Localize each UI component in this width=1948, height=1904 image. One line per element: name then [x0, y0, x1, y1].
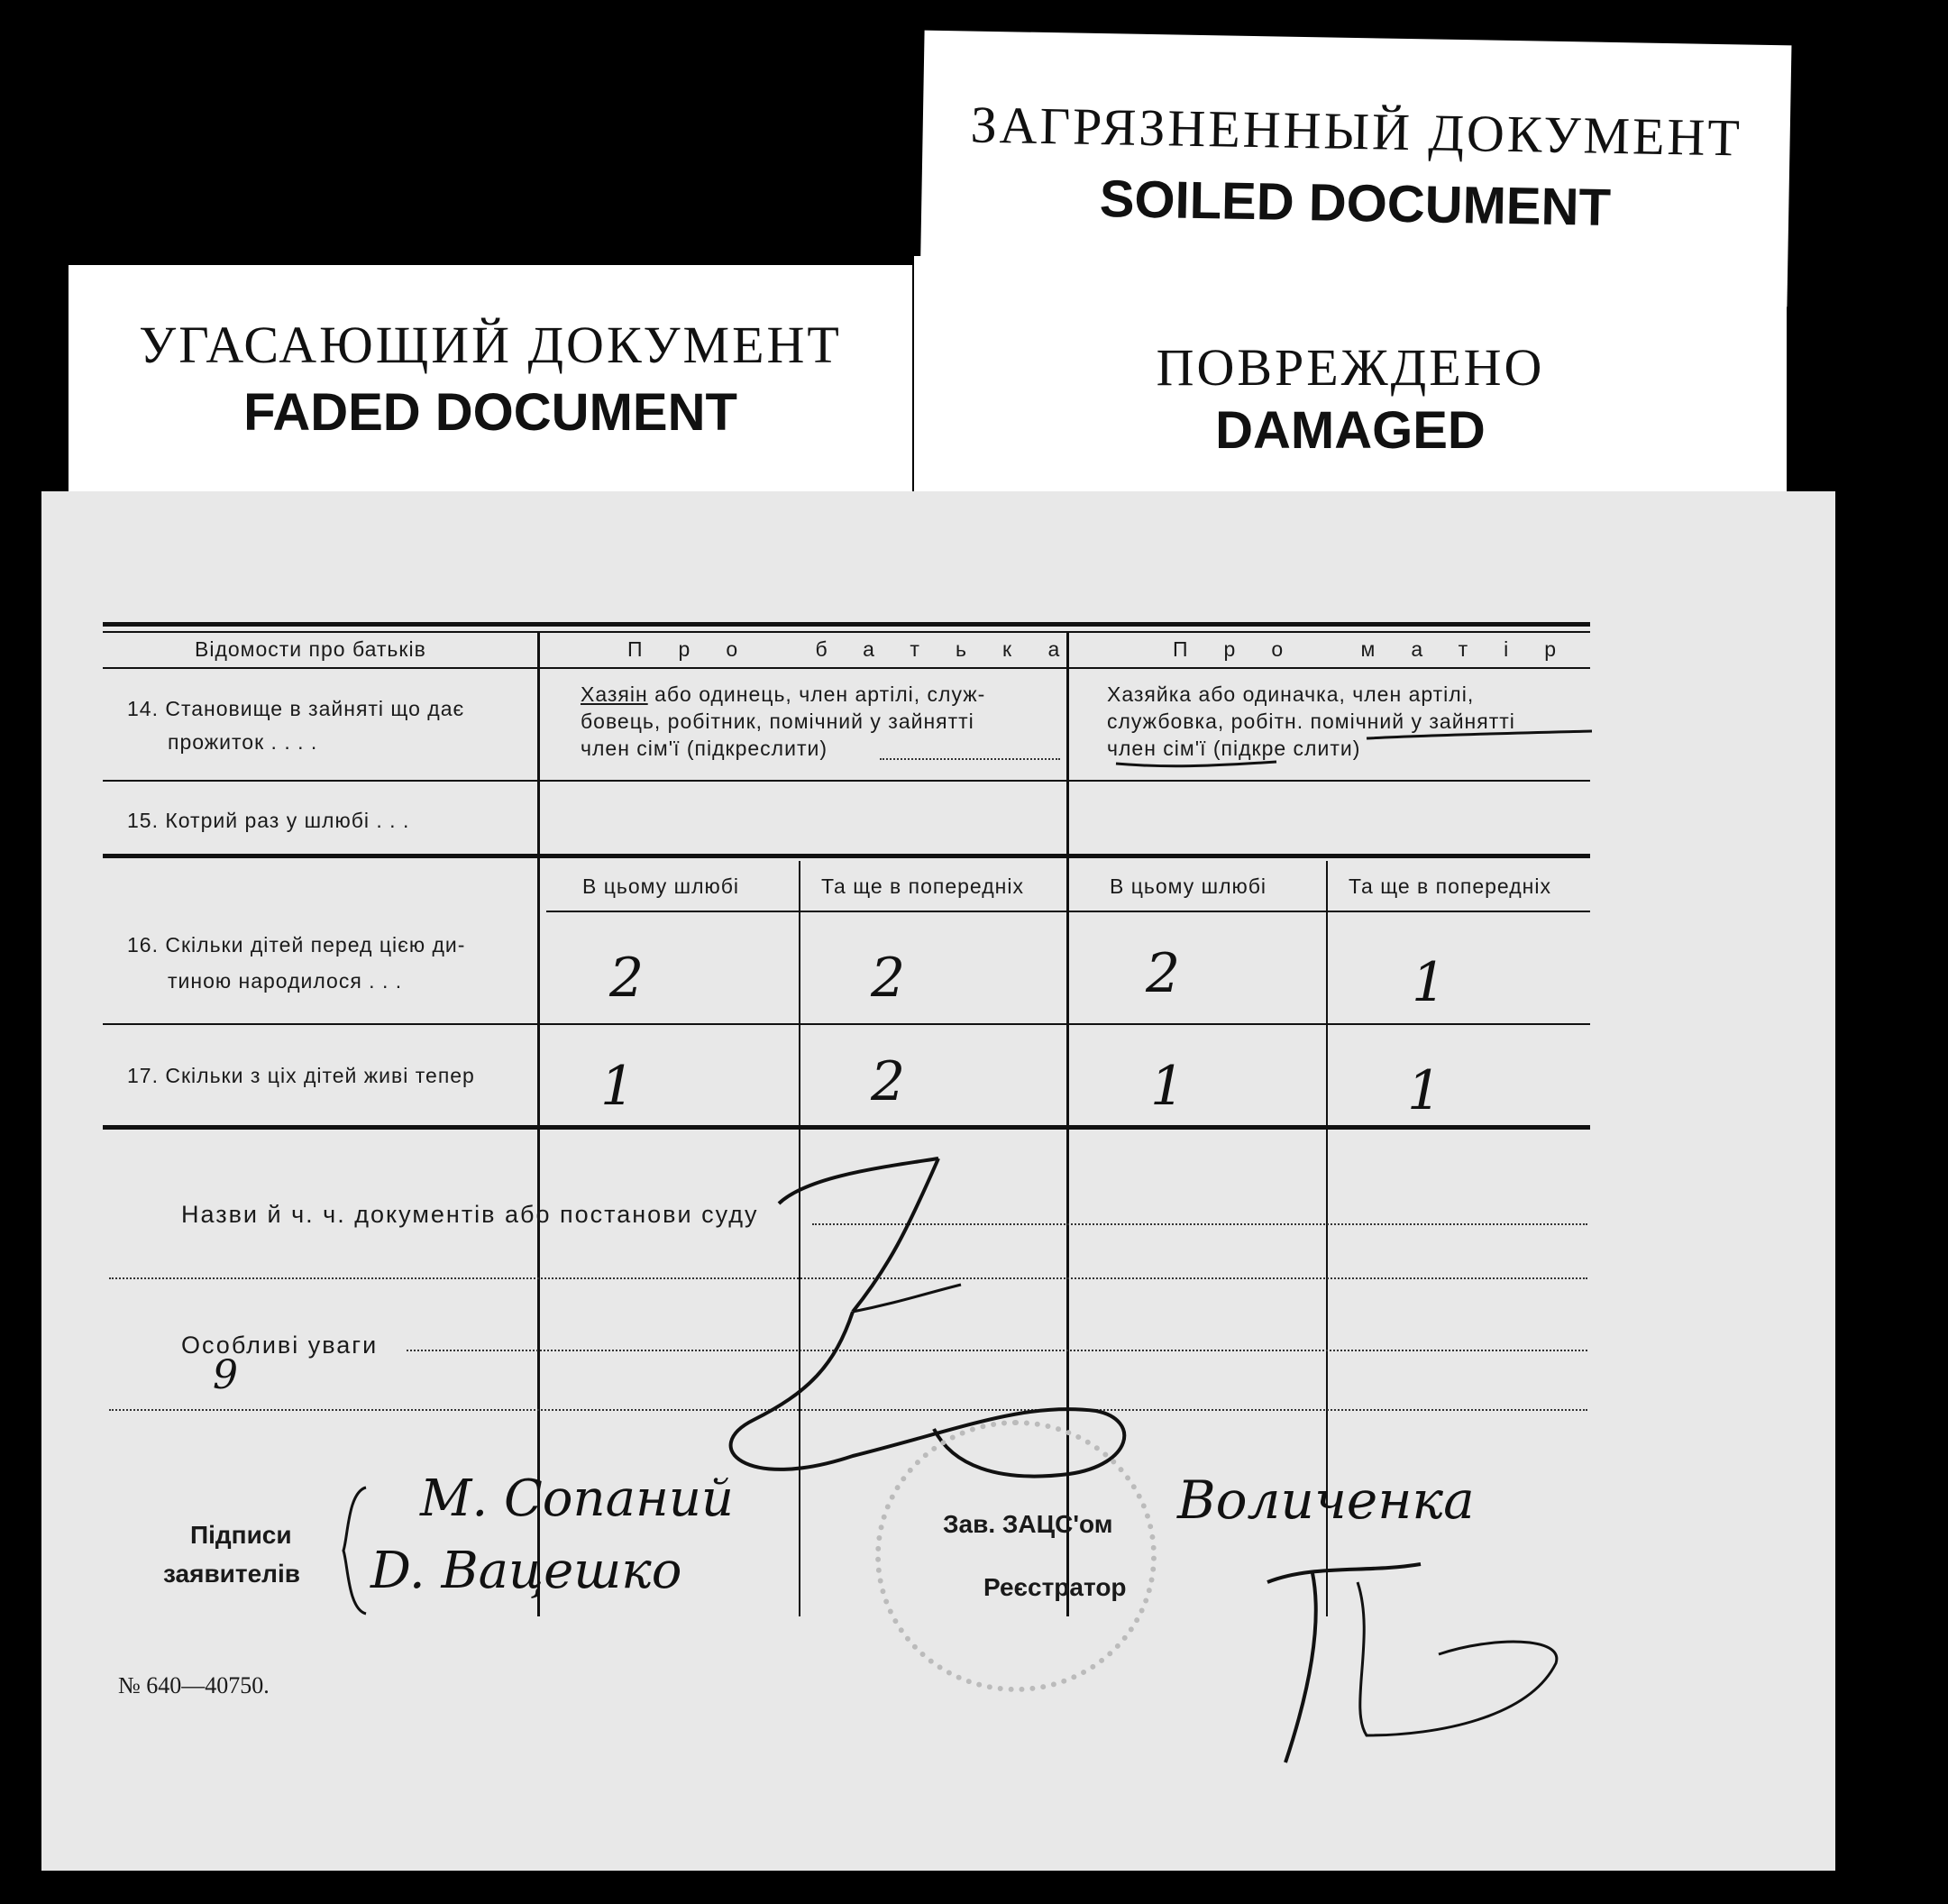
mother14-line2: службовка, робітн. помічний у зайнятті: [1107, 709, 1515, 733]
signatures-label-1: Підписи: [190, 1521, 292, 1549]
row17-father-prev: 2: [871, 1050, 906, 1113]
faded-label-en: FADED DOCUMENT: [243, 383, 737, 442]
header-bottom-rule: [103, 667, 1590, 669]
row16-mother-prev: 1: [1412, 951, 1447, 1014]
remarks-label: Особливі уваги: [181, 1332, 379, 1359]
row17-mother-this: 1: [1150, 1055, 1185, 1118]
registrar-title-2: Реєстратор: [983, 1573, 1127, 1601]
row17-father-this: 1: [600, 1055, 636, 1118]
mother-previous: Та ще в попередніх: [1349, 874, 1551, 898]
row17-mother-prev: 1: [1407, 1059, 1442, 1122]
row16-mother-this: 2: [1146, 942, 1181, 1005]
father-this-marriage: В цьому шлюбі: [582, 874, 740, 898]
damaged-label-en: DAMAGED: [1215, 401, 1486, 460]
row16-bottom-rule: [103, 1023, 1590, 1025]
documents-label: Назви й ч. ч. документів або постанови суду: [181, 1201, 759, 1228]
header-father: Про батька: [627, 637, 1096, 661]
form-paper: [41, 491, 1835, 1871]
father-previous: Та ще в попередніх: [821, 874, 1024, 898]
soiled-label-en: SOILED DOCUMENT: [1099, 169, 1612, 237]
registrar-title-1: Зав. ЗАЦС'ом: [943, 1510, 1113, 1538]
remarks-mark: 9: [213, 1352, 238, 1398]
mother-this-marriage: В цьому шлюбі: [1110, 874, 1267, 898]
father14-line2: бовець, робітник, помічний у зайнятті: [581, 709, 974, 733]
mother14-line3: член сім'ї (підкре слити): [1107, 737, 1361, 760]
form-number: № 640—40750.: [118, 1672, 270, 1698]
mother14-underline-marks: [1105, 726, 1592, 771]
header-parents: Відомости про батьків: [195, 637, 426, 661]
soiled-label-ru: ЗАГРЯЗНЕННЫЙ ДОКУМЕНТ: [970, 95, 1743, 168]
mother14-line1: Хазяйка або одиначка, член артілі,: [1107, 682, 1475, 706]
father14-line1: [581, 682, 985, 707]
father14-dotted: [880, 758, 1060, 760]
row16-label-2: тиною народилося . . .: [168, 969, 403, 993]
official-stamp: [875, 1420, 1157, 1692]
row17-label: 17. Скільки з ціх дітей живі тепер: [127, 1064, 475, 1087]
table-top-rule-thin: [103, 631, 1590, 633]
row15-bottom-rule: [103, 854, 1590, 858]
table-bottom-rule: [103, 1125, 1590, 1130]
table-top-rule: [103, 622, 1590, 627]
signatures-label-2: заявителів: [163, 1560, 300, 1588]
father14-underlined: Хазяін: [581, 682, 648, 706]
row14-label-1: 14. Становище в зайняті що дає: [127, 697, 465, 720]
row16-father-prev: 2: [871, 947, 906, 1010]
damaged-card: [914, 256, 1787, 517]
row16-father-this: 2: [609, 947, 645, 1010]
registrar-signature-scrawl: [1258, 1546, 1610, 1771]
applicant-signature-2: D. Вацешко: [370, 1542, 682, 1600]
applicant-signature-1: M. Сопаний: [420, 1469, 734, 1528]
registrar-signature: Воличенка: [1177, 1469, 1475, 1531]
subheader-bottom-rule: [546, 911, 1590, 912]
row14-bottom-rule: [103, 780, 1590, 782]
header-mother: Про матір: [1173, 637, 1593, 661]
father14-line3: член сім'ї (підкреслити): [581, 737, 828, 760]
damaged-label-ru: ПОВРЕЖДЕНО: [1156, 338, 1545, 397]
faded-label-ru: УГАСАЮЩИЙ ДОКУМЕНТ: [139, 316, 842, 374]
row16-label-1: 16. Скільки дітей перед цією ди-: [127, 933, 466, 957]
row15-label: 15. Котрий раз у шлюбі . . .: [127, 809, 410, 832]
father14-rest: або одинець, член артілі, служ-: [647, 682, 986, 706]
row14-label-2: прожиток . . . .: [168, 730, 318, 754]
signatures-brace: [339, 1483, 375, 1618]
